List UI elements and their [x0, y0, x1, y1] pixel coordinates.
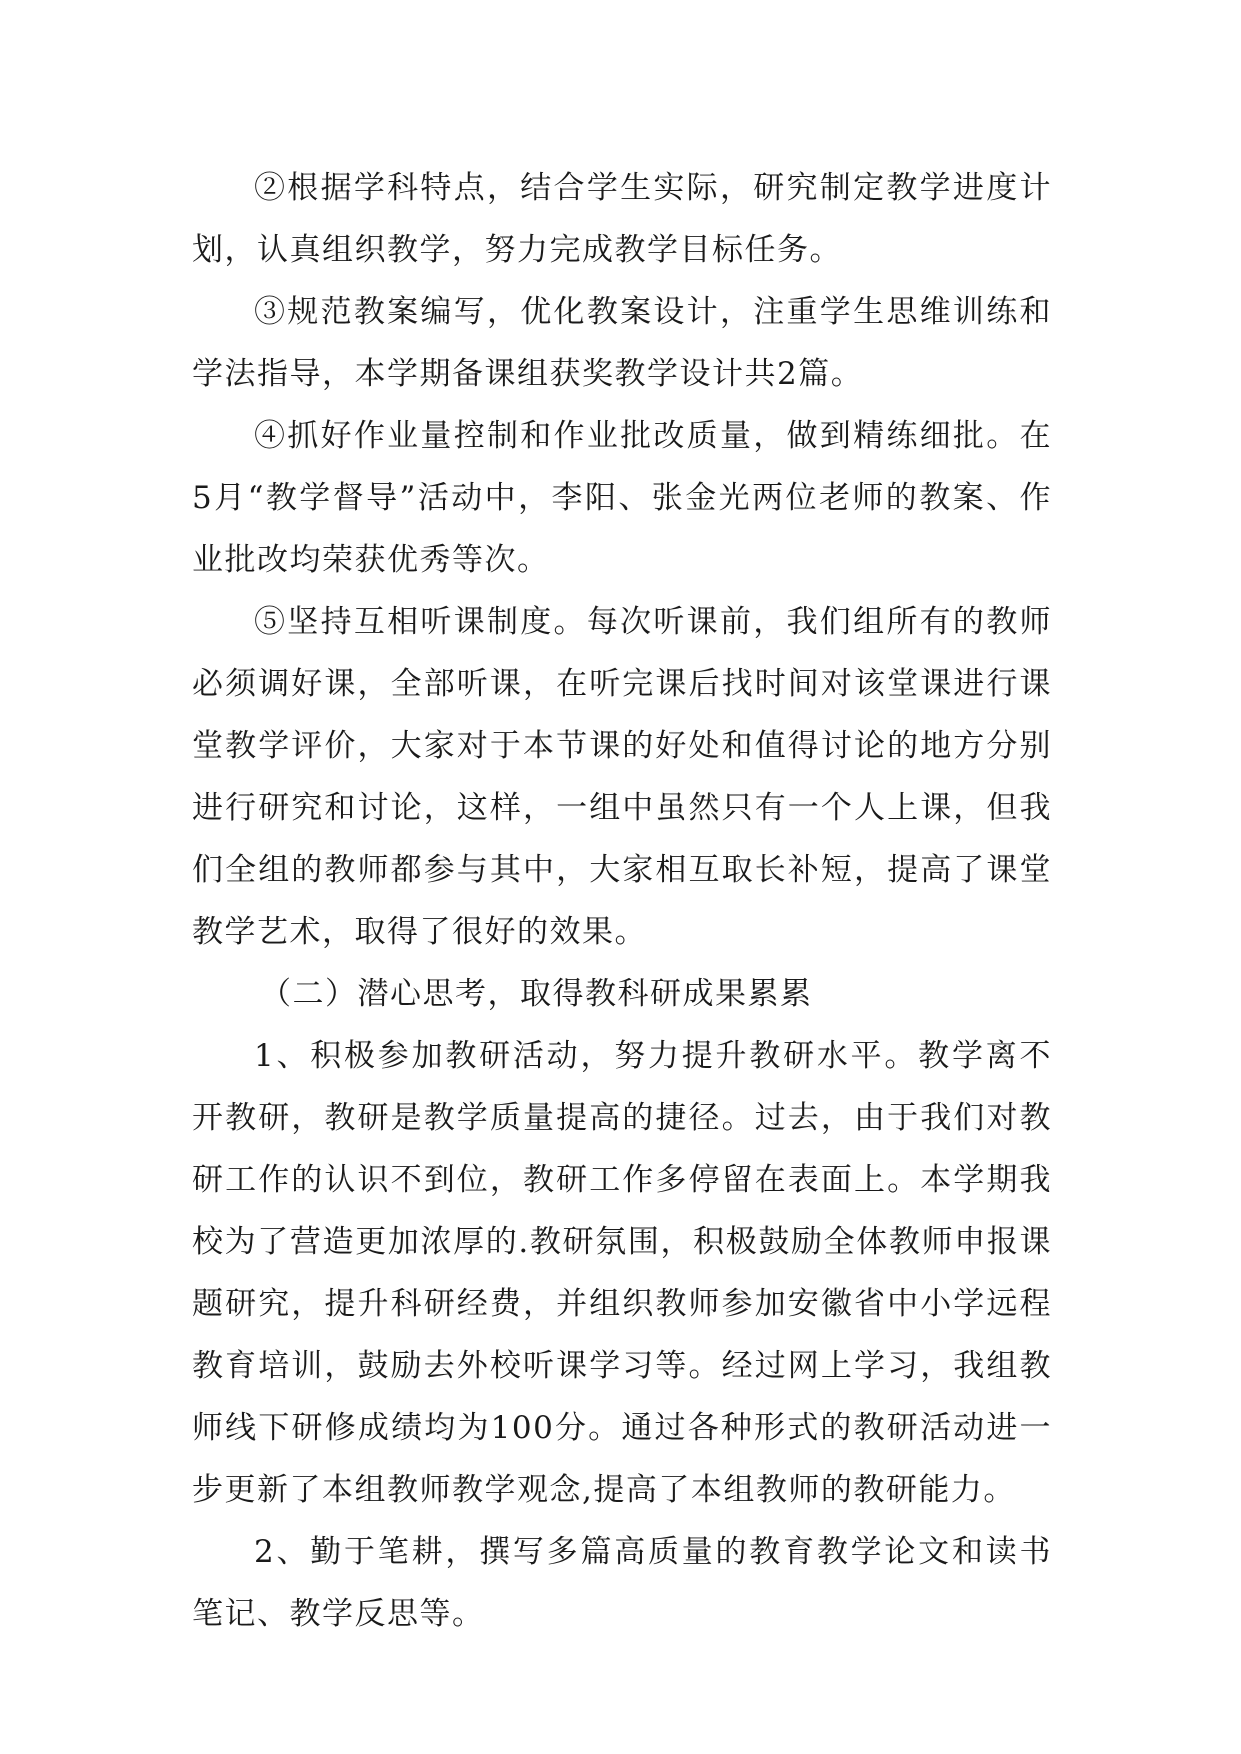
paragraph-homework-control: ④抓好作业量控制和作业批改质量，做到精练细批。在5月“教学督导”活动中，李阳、张金光两位老师的教案、作业批改均荣获优秀等次。	[192, 418, 1052, 578]
paragraph-lesson-plans: ③规范教案编写，优化教案设计，注重学生思维训练和学法指导，本学期备课组获奖教学设计共2篇。	[192, 294, 1052, 392]
document-body	[192, 157, 1052, 1645]
section-heading: （二）潜心思考，取得教科研成果累累	[260, 976, 813, 1012]
paragraph-schedule-planning: ②根据学科特点，结合学生实际，研究制定教学进度计划，认真组织教学，努力完成教学目标任务。	[192, 170, 1052, 268]
paragraph-teaching-research: 1、积极参加教研活动，努力提升教研水平。教学离不开教研，教研是教学质量提高的捷径。过去，由于我们对教研工作的认识不到位，教研工作多停留在表面上。本学期我校为了营造更加浓厚的.教研氛围，积极鼓励全体教师申报课题研究，提升科研经费，并组织教师参加安徽省中小学远程教育培训，鼓励去外校听课学习等。经过网上学习，我组教师线下研修成绩均为100分。通过各种形式的教研活动进一步更新了本组教师教学观念,提高了本组教师的教研能力。	[192, 1038, 1052, 1508]
paragraph-writing: 2、勤于笔耕，撰写多篇高质量的教育教学论文和读书笔记、教学反思等。	[192, 1534, 1052, 1632]
paragraph-peer-observation: ⑤坚持互相听课制度。每次听课前，我们组所有的教师必须调好课，全部听课，在听完课后找时间对该堂课进行课堂教学评价，大家对于本节课的好处和值得讨论的地方分别进行研究和讨论，这样，一组中虽然只有一个人上课，但我们全组的教师都参与其中，大家相互取长补短，提高了课堂教学艺术，取得了很好的效果。	[192, 604, 1052, 950]
